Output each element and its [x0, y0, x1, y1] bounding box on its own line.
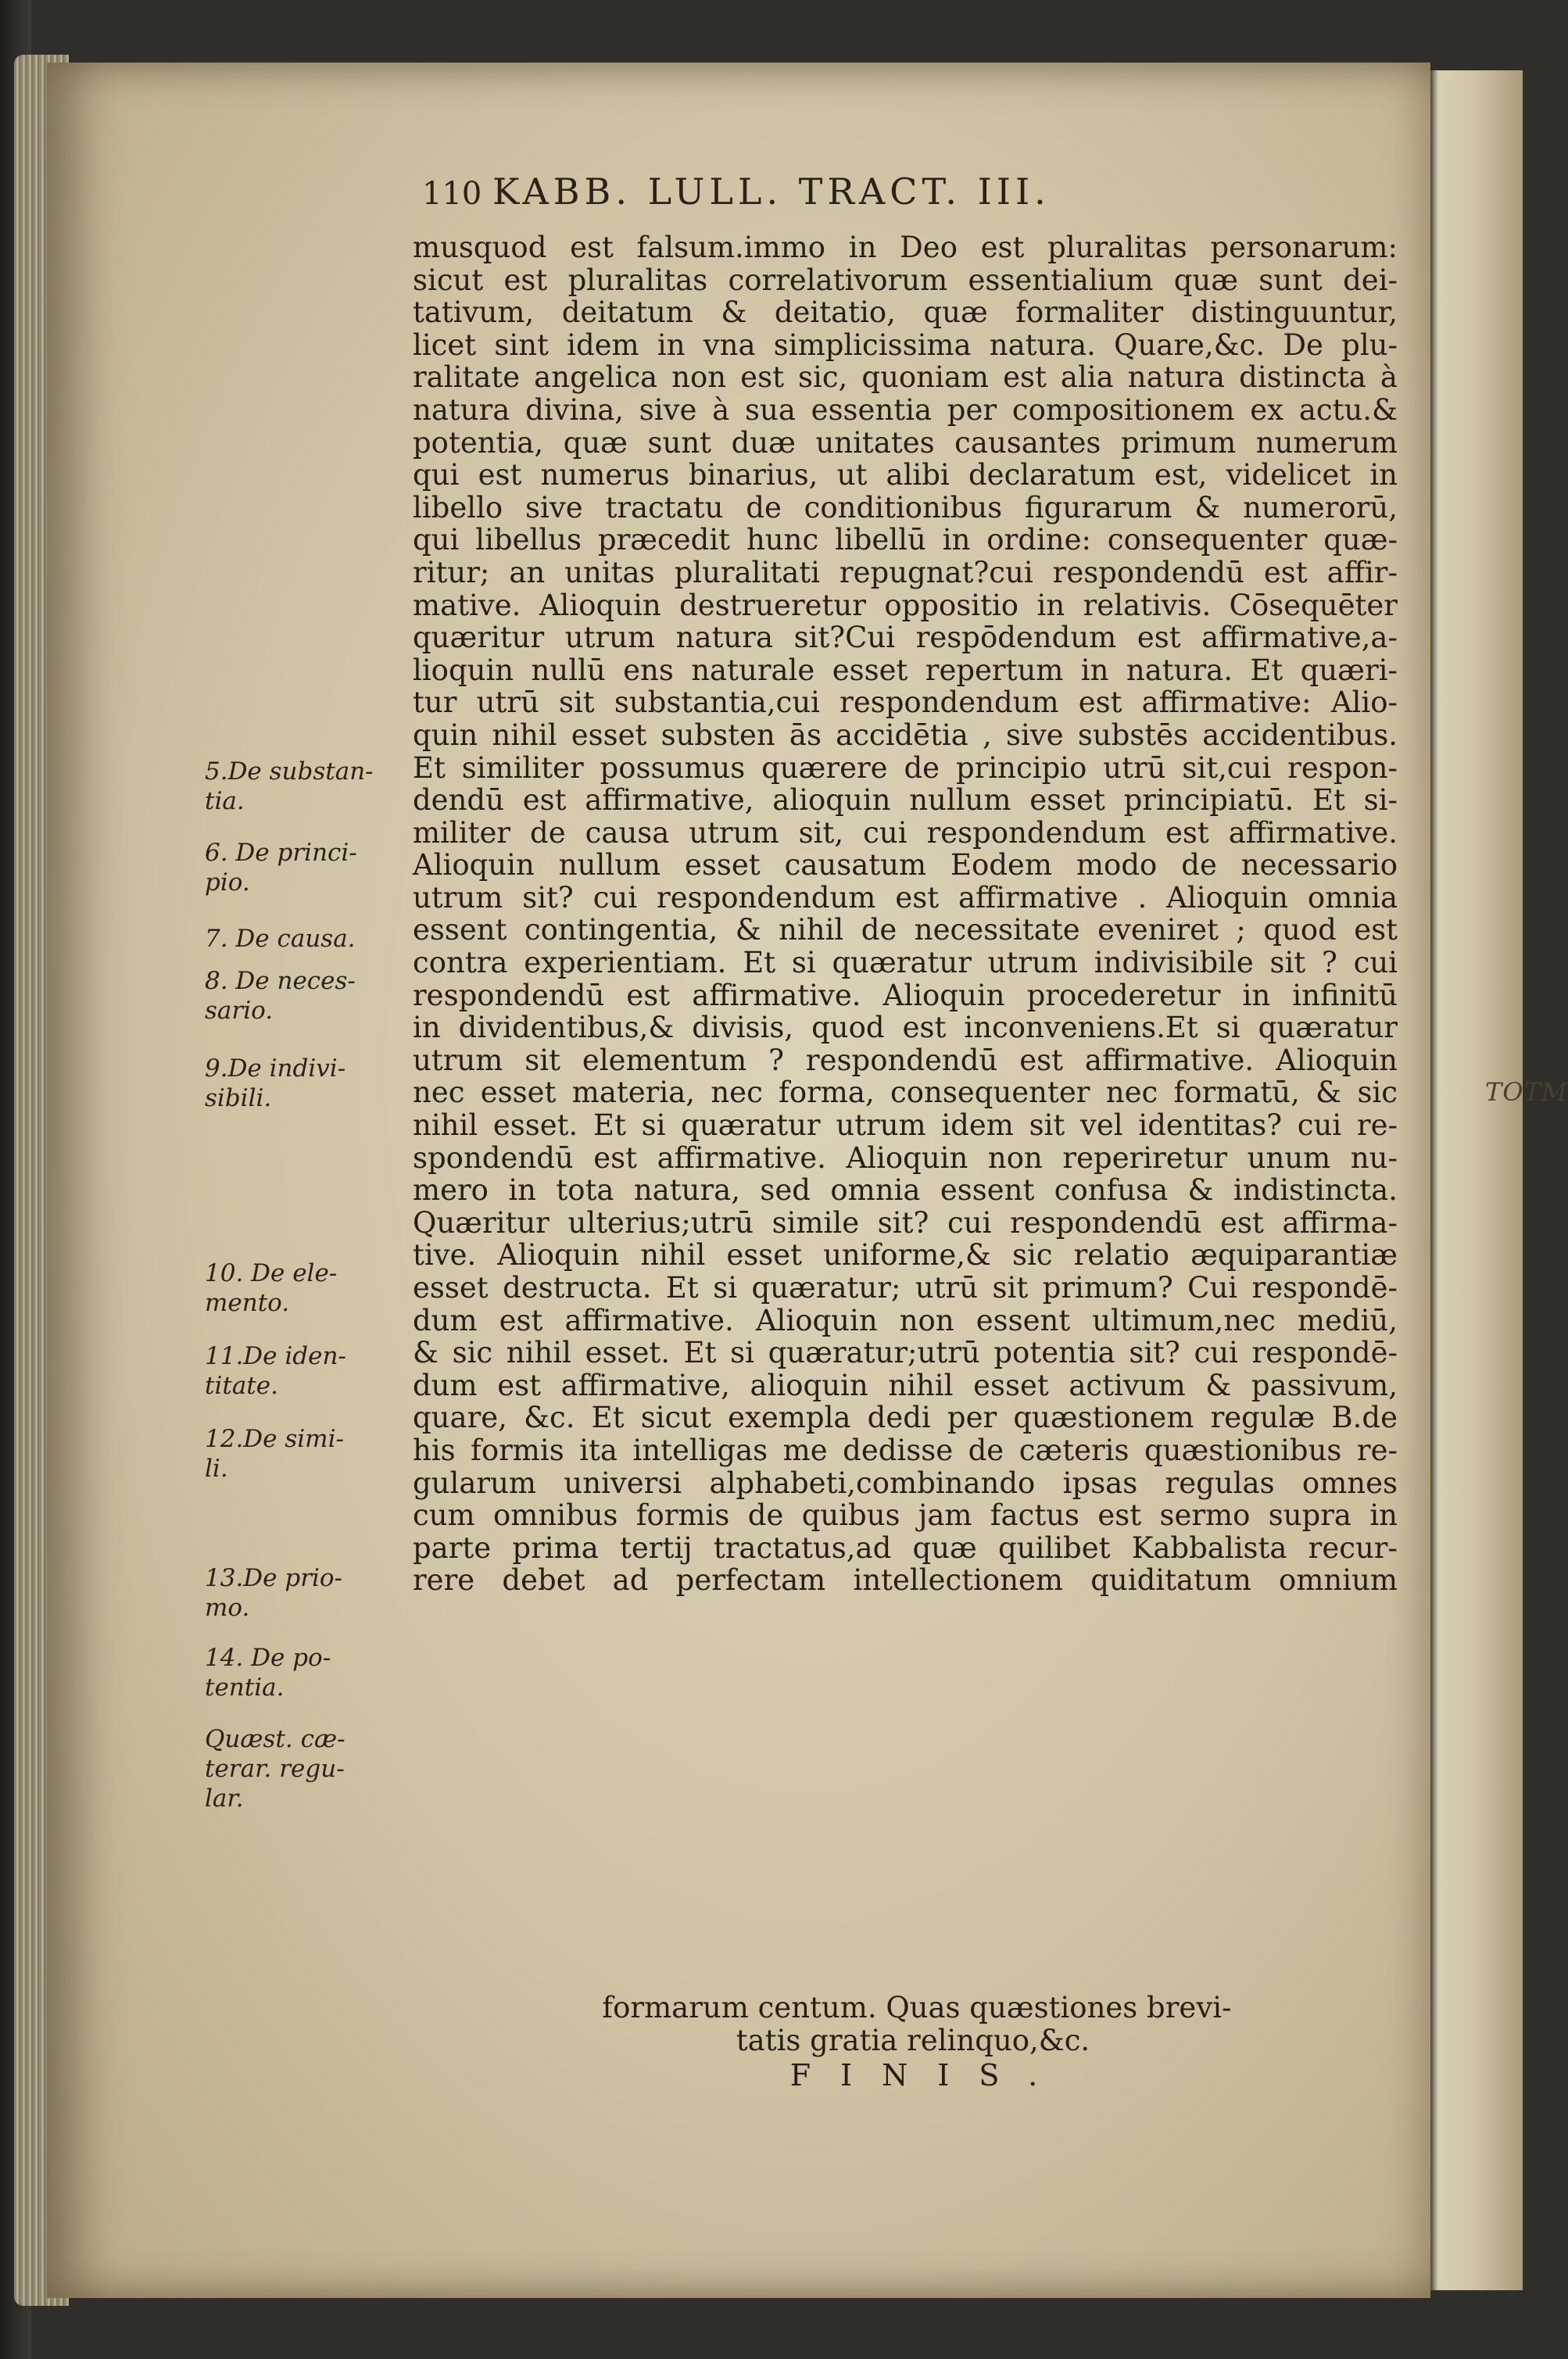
text-line: mero in tota natura, sed omnia essent confusa & indistincta. [413, 1173, 1398, 1208]
marginal-note-line: titate. [205, 1372, 278, 1400]
text-line: respondendū est affirmative. Alioquin procederetur in infinitū [413, 978, 1398, 1012]
text-line: qui est numerus binarius, ut alibi declaratum est, videlicet in [413, 458, 1398, 492]
text-line: Et similiter possumus quærere de principio utrū sit,cui respon- [413, 750, 1398, 785]
text-line: mative. Alioquin destrueretur oppositio in relativis. Cōsequēter [413, 588, 1398, 622]
text-line: dum est affirmative, alioquin nihil esset activum & passivum, [413, 1368, 1398, 1402]
marginal-note [205, 1341, 408, 1401]
text-line: esset destructa. Et si quæratur; utrū sit primum? Cui respondē- [413, 1271, 1398, 1305]
text-line: tive. Alioquin nihil esset uniforme,& sic relatio æquiparantiæ [413, 1238, 1398, 1273]
marginal-note-line: lar. [205, 1784, 244, 1813]
marginal-note-line: tentia. [205, 1673, 285, 1702]
marginal-note-line: 8. De neces- [205, 967, 356, 995]
marginal-note-line: 13.De prio- [205, 1564, 343, 1592]
marginal-note-line: 6. De princi- [205, 839, 357, 867]
marginal-note [205, 924, 408, 954]
marginal-note-line: sibili. [205, 1084, 272, 1112]
text-line: tativum, deitatum & deitatio, quæ formaliter distinguuntur, [413, 295, 1398, 330]
marginal-note [205, 1054, 408, 1113]
text-line: potentia, quæ sunt duæ unitates causantes primum numerum [413, 425, 1398, 460]
marginal-note-line: li. [205, 1455, 228, 1483]
text-line: utrum sit elementum ? respondendū est affirmative. Alioquin [413, 1043, 1398, 1077]
text-line: ritur; an unitas pluralitati repugnat?cui respondendū est affir- [413, 555, 1398, 589]
text-line: militer de causa utrum sit, cui respondendum est affirmative. [413, 815, 1398, 850]
text-line: nihil esset. Et si quæratur utrum idem sit vel identitas? cui re- [413, 1108, 1398, 1143]
marginal-note [205, 966, 408, 1026]
text-line: rere debet ad perfectam intellectionem quiditatum omnium [413, 1563, 1398, 1598]
marginal-note-line: Quæst. cæ- [205, 1725, 345, 1753]
body-text [413, 231, 1398, 1597]
marginal-note-line: 7. De causa. [205, 925, 356, 953]
text-line: lioquin nullū ens naturale esset repertum in natura. Et quæri- [413, 653, 1398, 687]
running-head: KABB. LULL. TRACT. III. [492, 170, 1051, 213]
text-line: libello sive tractatu de conditionibus figurarum & numerorū, [413, 490, 1398, 524]
closing-line: formarum centum. Quas quæstiones brevi- [602, 1991, 1232, 2024]
text-line: natura divina, sive à sua essentia per compositionem ex actu.& [413, 392, 1398, 427]
closing-line: tatis gratia relinquo,&c. [736, 2024, 1090, 2057]
marginal-note-line: 5.De substan- [205, 757, 374, 786]
marginal-note [205, 1563, 408, 1623]
marginal-note-line: 9.De indivi- [205, 1054, 346, 1083]
marginal-note-line: 11.De iden- [205, 1342, 346, 1370]
marginal-note-line: tia. [205, 787, 245, 815]
marginal-note-line: terar. regu- [205, 1755, 345, 1783]
text-line: ralitate angelica non est sic, quoniam est alia natura distincta à [413, 360, 1398, 395]
marginal-note-line: mo. [205, 1594, 250, 1622]
text-line: qui libellus præcedit hunc libellū in ordine: consequenter quæ- [413, 523, 1398, 557]
text-line: quare, &c. Et sicut exempla dedi per quæstionem regulæ B.de [413, 1401, 1398, 1435]
text-line: parte prima tertij tractatus,ad quæ quilibet Kabbalista recur- [413, 1530, 1398, 1565]
text-line: & sic nihil esset. Et si quæratur;utrū potentia sit? cui respondē- [413, 1336, 1398, 1370]
marginal-note [205, 757, 408, 816]
text-line: Quæritur ulterius;utrū simile sit? cui respondendū est affirma- [413, 1205, 1398, 1240]
text-line: Alioquin nullum esset causatum Eodem modo de necessario [413, 848, 1398, 882]
text-line: cum omnibus formis de quibus jam factus est sermo supra in [413, 1498, 1398, 1533]
text-line: quin nihil esset substen ās accidētia , sive substēs accidentibus. [413, 718, 1398, 752]
marginal-note-line: 12.De simi- [205, 1425, 344, 1453]
marginal-note-line: 14. De po- [205, 1644, 331, 1672]
text-line: dum est affirmative. Alioquin non essent ultimum,nec mediū, [413, 1303, 1398, 1337]
folio-number: 110 [422, 176, 482, 212]
facing-page-fragment: TOTM [1485, 1077, 1568, 1107]
marginal-note-line: mento. [205, 1289, 290, 1317]
text-line: licet sint idem in vna simplicissima natura. Quare,&c. De plu- [413, 328, 1398, 362]
text-line: sicut est pluralitas correlativorum essentialium quæ sunt dei- [413, 263, 1398, 297]
text-line: dendū est affirmative, alioquin nullum esset principiatū. Et si- [413, 783, 1398, 818]
page-header [422, 170, 1344, 225]
text-line: utrum sit? cui respondendum est affirmative . Alioquin omnia [413, 880, 1398, 915]
text-line: essent contingentia, & nihil de necessitate eveniret ; quod est [413, 913, 1398, 947]
marginal-note-line: pio. [205, 868, 250, 897]
text-line: spondendū est affirmative. Alioquin non reperiretur unum nu- [413, 1140, 1398, 1175]
marginal-note [205, 1258, 408, 1318]
marginal-note [205, 838, 408, 897]
text-line: contra experientiam. Et si quæratur utrum indivisibile sit ? cui [413, 946, 1398, 980]
text-line: musquod est falsum.immo in Deo est pluralitas personarum: [413, 231, 1398, 264]
text-line: tur utrū sit substantia,cui respondendum est affirmative: Alio- [413, 686, 1398, 720]
closing-lines [413, 1992, 1398, 2092]
marginal-note-line: 10. De ele- [205, 1259, 338, 1287]
marginal-note [205, 1724, 408, 1813]
text-line: quæritur utrum natura sit?Cui respōdendum est affirmative,a- [413, 621, 1398, 655]
marginal-note-line: sario. [205, 997, 274, 1025]
text-line: his formis ita intelligas me dedisse de cæteris quæstionibus re- [413, 1433, 1398, 1467]
text-line: in dividentibus,& divisis, quod est inconveniens.Et si quæratur [413, 1011, 1398, 1045]
text-line: gularum universi alphabeti,combinando ipsas regulas omnes [413, 1466, 1398, 1500]
finis: FINIS. [789, 2058, 1068, 2092]
marginal-note [205, 1424, 408, 1484]
text-line: nec esset materia, nec forma, consequenter nec formatū, & sic [413, 1076, 1398, 1110]
marginal-note [205, 1643, 408, 1702]
